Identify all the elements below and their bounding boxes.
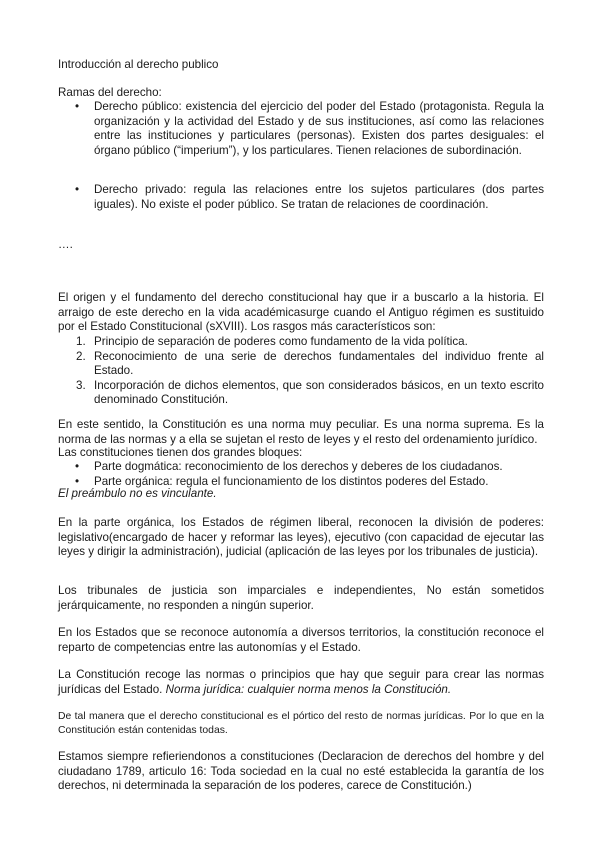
bloques-item xyxy=(58,460,544,475)
ramas-list-2 xyxy=(58,183,544,212)
list-number: 3. xyxy=(76,378,86,392)
ellipsis-separator: …. xyxy=(58,238,73,251)
rasgos-item-text: Incorporación de dichos elementos, que son considerados básicos, en un texto escrito denominado Constitución. xyxy=(94,378,544,406)
ramas-list xyxy=(58,100,544,158)
normas-text: La Constitución recoge las normas o principios que hay que seguir para crear las normas jurídicas del Estado. xyxy=(58,668,544,696)
ramas-item-publico xyxy=(58,100,544,158)
constitucion-paragraph: En este sentido, la Constitución es una norma muy peculiar. Es una norma suprema. Es la norma de las normas y a ella se sujetan el resto de leyes y el resto del ordenamiento jurídico. xyxy=(58,418,544,446)
rasgos-list xyxy=(58,335,544,408)
bullet-icon: • xyxy=(75,183,80,196)
bullet-icon: • xyxy=(75,100,80,113)
norma-juridica-definition: Norma jurídica: cualquier norma menos la Constitución. xyxy=(165,682,452,696)
rasgos-item-text: Reconocimiento de una serie de derechos fundamentales del individuo frente al Estado. xyxy=(94,349,544,377)
rasgos-item xyxy=(58,379,544,408)
ramas-heading: Ramas del derecho: xyxy=(58,86,162,99)
list-number: 2. xyxy=(76,349,86,363)
autonomia-paragraph: En los Estados que se reconoce autonomía a diversos territorios, la constitución reconoce el reparto de competencias entre las autonomías y el Estado. xyxy=(58,626,544,654)
bloques-list xyxy=(58,460,544,489)
declaracion-paragraph: Estamos siempre refieriendonos a constituciones (Declaracion de derechos del hombre y del ciudadano 1789, articulo 16: Toda sociedad en la cual no esté establecida la garantía de los derechos, ni determinada la separación de los poderes, carece de Constitución.) xyxy=(58,750,544,792)
preambulo-note: El preámbulo no es vinculante. xyxy=(58,487,217,500)
bloques-item-text: Parte orgánica: regula el funcionamiento de los distintos poderes del Estado. xyxy=(94,474,489,488)
bloques-intro: Las constituciones tienen dos grandes bloques: xyxy=(58,446,303,459)
rasgos-item xyxy=(58,350,544,379)
bullet-icon: • xyxy=(75,474,80,488)
ramas-item-text: Derecho privado: regula las relaciones entre los sujetos particulares (dos partes iguales). No existe el poder público. Se tratan de relaciones de coordinación. xyxy=(94,183,544,211)
origen-paragraph: El origen y el fundamento del derecho constitucional hay que ir a buscarlo a la historia. El arraigo de este derecho en la vida académicasurge cuando el Antiguo régimen es sustituido por el Estado Constitucional (sXVIII). Los rasgos más característicos son: xyxy=(58,291,544,333)
rasgos-item xyxy=(58,335,544,350)
document-title: Introducción al derecho publico xyxy=(58,58,219,71)
list-number: 1. xyxy=(76,335,86,348)
ramas-item-text: Derecho público: existencia del ejercicio del poder del Estado (protagonista. Regula la organización y la actividad del Estado y de sus instituciones, así como las relaciones entre las instituciones y particulares (personas). Existen dos partes desiguales: el órgano público (“imperium”), y los particulares. Tienen relaciones de subordinación. xyxy=(94,100,544,157)
bloques-item-text: Parte dogmática: reconocimiento de los derechos y deberes de los ciudadanos. xyxy=(94,460,503,473)
ramas-item-privado xyxy=(58,183,544,212)
rasgos-item-text: Principio de separación de poderes como fundamento de la vida política. xyxy=(94,335,468,348)
portico-paragraph: De tal manera que el derecho constitucional es el pórtico del resto de normas jurídicas. Por lo que en la Constitución están contenidas todas. xyxy=(58,711,544,736)
parte-organica-paragraph: En la parte orgánica, los Estados de régimen liberal, reconocen la división de poderes: legislativo(encargado de hacer y reformar las leyes), ejecutivo (con capacidad de ejecutar las leyes y dirigir la administración), judicial (aplicación de las leyes por los tribunales de justicia). xyxy=(58,516,544,558)
normas-paragraph xyxy=(58,668,544,697)
bullet-icon: • xyxy=(75,460,80,473)
tribunales-paragraph: Los tribunales de justicia son imparciales e independientes, No están sometidos jerárquicamente, no responden a ningún superior. xyxy=(58,584,544,612)
